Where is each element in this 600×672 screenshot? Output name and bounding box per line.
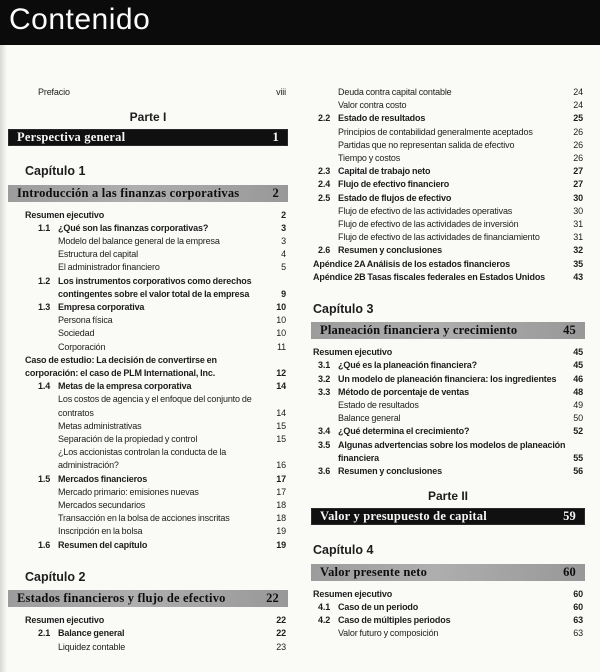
toc-entry [8, 512, 288, 525]
part-title-bar [8, 129, 288, 146]
entry-page: 31 [573, 232, 583, 243]
entry-label: Flujo de efectivo de las actividades de financiamiento [338, 232, 540, 243]
entry-label: Separación de la propiedad y control [58, 434, 198, 445]
entry-number: 2.2 [318, 113, 331, 124]
toc-entry [311, 244, 585, 257]
part-page-number: 59 [563, 509, 576, 524]
toc-entry [8, 86, 288, 99]
entry-label: Resumen del capítulo [58, 539, 148, 550]
entry-label: Resumen ejecutivo [313, 347, 393, 358]
toc-entry [311, 614, 585, 627]
entry-page: 4 [281, 249, 286, 260]
entry-number: 4.2 [318, 615, 331, 626]
header-bar [0, 0, 600, 45]
entry-label: Sociedad [58, 328, 95, 339]
toc-entry [8, 222, 288, 235]
entry-page: 3 [281, 222, 286, 233]
part-title: Valor y presupuesto de capital [320, 509, 487, 524]
entry-page: 5 [281, 262, 286, 273]
chapter-title: Estados financieros y flujo de efectivo [17, 591, 226, 606]
entry-number: 2.6 [318, 245, 331, 256]
entry-number: 2.5 [318, 192, 331, 203]
toc-entry [8, 446, 288, 472]
entry-label: Estado de flujos de efectivo [338, 192, 452, 203]
entry-label: Modelo del balance general de la empresa [58, 236, 220, 247]
entry-page: 46 [573, 373, 583, 384]
entry-label: Partidas que no representan salida de efectivo [338, 139, 515, 150]
entry-page: 60 [573, 588, 583, 599]
entry-label: Valor contra costo [338, 100, 407, 111]
part-title-bar [311, 508, 585, 525]
entry-page: 15 [276, 420, 286, 431]
entry-page: 19 [276, 526, 286, 537]
entry-page: 63 [573, 615, 583, 626]
toc-entry [8, 380, 288, 393]
toc-entry [311, 588, 585, 601]
chapter-heading: Capítulo 1 [25, 164, 86, 179]
entry-number: 3.4 [318, 426, 331, 437]
toc-column-right [311, 86, 585, 641]
entry-page: 49 [573, 400, 583, 411]
entry-page: 52 [573, 426, 583, 437]
entry-label: Los instrumentos corporativos como derechos contingentes sobre el valor total de la empresa [58, 275, 252, 299]
entry-page: 26 [573, 126, 583, 137]
entry-label: Principios de contabilidad generalmente aceptados [338, 126, 533, 137]
entry-page: 22 [276, 628, 286, 639]
entry-label: Resumen y conclusiones [338, 245, 442, 256]
toc-entry [8, 209, 288, 222]
entry-label: Persona física [58, 315, 113, 326]
entry-number: 3.1 [318, 360, 331, 371]
entry-label: Resumen ejecutivo [25, 615, 105, 626]
toc-entry [8, 354, 288, 380]
chapter-heading: Capítulo 2 [25, 569, 86, 584]
entry-label: Resumen ejecutivo [313, 588, 393, 599]
chapter-heading: Capítulo 4 [313, 543, 374, 558]
entry-page: 25 [573, 113, 583, 124]
toc-entry [8, 301, 288, 314]
entry-label: Prefacio [38, 87, 70, 97]
entry-page: 2 [281, 209, 286, 220]
entry-label: Apéndice 2B Tasas fiscales federales en Estados Unidos [313, 271, 546, 282]
entry-label: Metas de la empresa corporativa [58, 381, 192, 392]
toc-entry [311, 425, 585, 438]
toc-entry [311, 359, 585, 372]
toc-entry [311, 258, 585, 271]
entry-page: 45 [573, 347, 583, 358]
entry-page: 24 [573, 87, 583, 97]
entry-page: 30 [573, 192, 583, 203]
entry-page: 24 [573, 100, 583, 111]
chapter-page-number: 60 [563, 564, 576, 579]
toc-entry [8, 275, 288, 301]
entry-label: Caso de estudio: La decisión de convertirse en corporación: el caso de PLM International, Inc. [25, 354, 217, 379]
page-title: Contenido [9, 3, 151, 36]
entry-label: ¿Qué es la planeación financiera? [338, 360, 477, 371]
entry-label: El administrador financiero [58, 262, 160, 273]
entry-page: 14 [276, 407, 286, 418]
entry-label: Corporación [58, 341, 106, 352]
chapter-title-bar [8, 590, 288, 607]
chapter-page-number: 2 [272, 185, 279, 200]
entry-label: Inscripción en la bolsa [58, 526, 143, 537]
entry-page: 17 [276, 473, 286, 484]
toc-entry [8, 539, 288, 552]
entry-page: 48 [573, 386, 583, 397]
entry-number: 2.1 [38, 628, 51, 639]
entry-page: viii [276, 87, 286, 97]
toc-entry [8, 235, 288, 248]
toc-entry [311, 601, 585, 614]
toc-entry [8, 314, 288, 327]
entry-page: 3 [281, 236, 286, 247]
entry-page: 32 [573, 245, 583, 256]
entry-page: 35 [573, 258, 583, 269]
entry-number: 1.2 [38, 275, 51, 286]
entry-page: 10 [276, 302, 286, 313]
toc-entry [311, 126, 585, 139]
entry-label: Flujo de efectivo de las actividades de inversión [338, 219, 519, 230]
entry-page: 60 [573, 601, 583, 612]
toc-entry [311, 205, 585, 218]
entry-page: 12 [276, 368, 286, 379]
entry-label: Transacción en la bolsa de acciones inscritas [58, 513, 230, 524]
entry-page: 27 [573, 166, 583, 177]
toc-entry [8, 248, 288, 261]
entry-label: ¿Los accionistas controlan la conducta de la administración? [58, 447, 227, 471]
entry-label: Empresa corporativa [58, 302, 145, 313]
entry-label: Método de porcentaje de ventas [338, 386, 469, 397]
chapter-page-number: 45 [563, 323, 576, 338]
entry-page: 9 [281, 288, 286, 299]
entry-label: Algunas advertencias sobre los modelos de planeación financiera [338, 439, 566, 463]
entry-page: 10 [276, 315, 286, 326]
entry-page: 14 [276, 381, 286, 392]
chapter-title: Planeación financiera y crecimiento [320, 323, 518, 338]
toc-entry [8, 499, 288, 512]
toc-entry [311, 373, 585, 386]
entry-page: 55 [573, 452, 583, 463]
entry-page: 63 [573, 628, 583, 639]
toc-entry [311, 165, 585, 178]
toc-entry [8, 473, 288, 486]
toc-entry [311, 465, 585, 478]
entry-page: 22 [276, 615, 286, 626]
entry-page: 45 [573, 360, 583, 371]
entry-page: 43 [573, 271, 583, 282]
toc-entry [311, 112, 585, 125]
entry-label: Caso de múltiples periodos [338, 615, 451, 626]
entry-number: 1.4 [38, 381, 51, 392]
entry-label: Estructura del capital [58, 249, 138, 260]
entry-number: 3.2 [318, 373, 331, 384]
entry-page: 18 [276, 513, 286, 524]
toc-entry [8, 341, 288, 354]
entry-label: Flujo de efectivo de las actividades operativas [338, 205, 513, 216]
entry-page: 31 [573, 219, 583, 230]
entry-label: Estado de resultados [338, 400, 419, 411]
chapter-heading: Capítulo 3 [313, 302, 374, 317]
entry-label: ¿Qué son las finanzas corporativas? [58, 222, 209, 233]
toc-entry [8, 261, 288, 274]
entry-label: ¿Qué determina el crecimiento? [338, 426, 470, 437]
entry-label: Los costos de agencia y el enfoque del conjunto de contratos [58, 394, 252, 418]
entry-page: 27 [573, 179, 583, 190]
entry-label: Capital de trabajo neto [338, 166, 431, 177]
toc-entry [311, 627, 585, 640]
toc-entry [8, 486, 288, 499]
toc-entry [8, 627, 288, 640]
entry-page: 26 [573, 139, 583, 150]
entry-label: Metas administrativas [58, 420, 142, 431]
entry-label: Valor futuro y composición [338, 628, 439, 639]
entry-page: 23 [276, 641, 286, 652]
entry-page: 50 [573, 413, 583, 424]
toc-entry [311, 99, 585, 112]
toc-entry [8, 641, 288, 654]
entry-label: Resumen ejecutivo [25, 209, 105, 220]
toc-entry [311, 218, 585, 231]
entry-number: 3.3 [318, 386, 331, 397]
chapter-title: Valor presente neto [320, 564, 428, 579]
toc-entry [311, 86, 585, 99]
toc-entry [8, 433, 288, 446]
toc-entry [8, 614, 288, 627]
entry-number: 1.3 [38, 302, 51, 313]
chapter-title: Introducción a las finanzas corporativas [17, 185, 240, 200]
chapter-page-number: 22 [266, 591, 279, 606]
entry-label: Deuda contra capital contable [338, 87, 452, 97]
entry-page: 11 [276, 341, 286, 352]
toc-entry [311, 386, 585, 399]
chapter-title-bar [311, 564, 585, 581]
toc-entry [311, 412, 585, 425]
entry-label: Tiempo y costos [338, 153, 401, 164]
toc-entry [8, 525, 288, 538]
part-title: Perspectiva general [17, 130, 126, 145]
entry-page: 17 [276, 486, 286, 497]
entry-label: Mercado primario: emisiones nuevas [58, 486, 199, 497]
chapter-title-bar [311, 322, 585, 339]
entry-number: 3.5 [318, 439, 331, 450]
entry-label: Liquidez contable [58, 641, 126, 652]
entry-label: Balance general [58, 628, 125, 639]
toc-entry [8, 393, 288, 419]
entry-number: 4.1 [318, 601, 331, 612]
part-heading: Parte II [427, 489, 469, 504]
entry-number: 3.6 [318, 466, 331, 477]
entry-page: 16 [276, 460, 286, 471]
entry-number: 1.5 [38, 473, 51, 484]
entry-number: 1.6 [38, 539, 51, 550]
toc-entry [311, 399, 585, 412]
entry-label: Apéndice 2A Análisis de los estados financieros [313, 258, 510, 269]
toc-entry [8, 327, 288, 340]
entry-label: Flujo de efectivo financiero [338, 179, 450, 190]
entry-page: 15 [276, 434, 286, 445]
entry-label: Caso de un periodo [338, 601, 419, 612]
toc-entry [311, 152, 585, 165]
entry-number: 2.4 [318, 179, 331, 190]
chapter-title-bar [8, 185, 288, 202]
toc-entry [311, 178, 585, 191]
entry-label: Balance general [338, 413, 401, 424]
entry-label: Resumen y conclusiones [338, 466, 442, 477]
entry-number: 2.3 [318, 166, 331, 177]
toc-entry [311, 192, 585, 205]
entry-label: Mercados secundarios [58, 500, 146, 511]
entry-page: 56 [573, 466, 583, 477]
entry-page: 30 [573, 205, 583, 216]
toc-entry [311, 139, 585, 152]
entry-label: Mercados financieros [58, 473, 148, 484]
part-heading: Parte I [129, 110, 167, 125]
toc-entry [311, 271, 585, 284]
toc-entry [311, 346, 585, 359]
toc-column-left [8, 86, 288, 654]
entry-label: Un modelo de planeación financiera: los ingredientes [338, 373, 557, 384]
entry-page: 18 [276, 500, 286, 511]
entry-page: 19 [276, 539, 286, 550]
part-page-number: 1 [272, 130, 279, 145]
toc-entry [8, 420, 288, 433]
entry-page: 26 [573, 153, 583, 164]
entry-label: Estado de resultados [338, 113, 426, 124]
toc-entry [311, 231, 585, 244]
entry-number: 1.1 [38, 222, 51, 233]
entry-page: 10 [276, 328, 286, 339]
toc-entry [311, 439, 585, 465]
